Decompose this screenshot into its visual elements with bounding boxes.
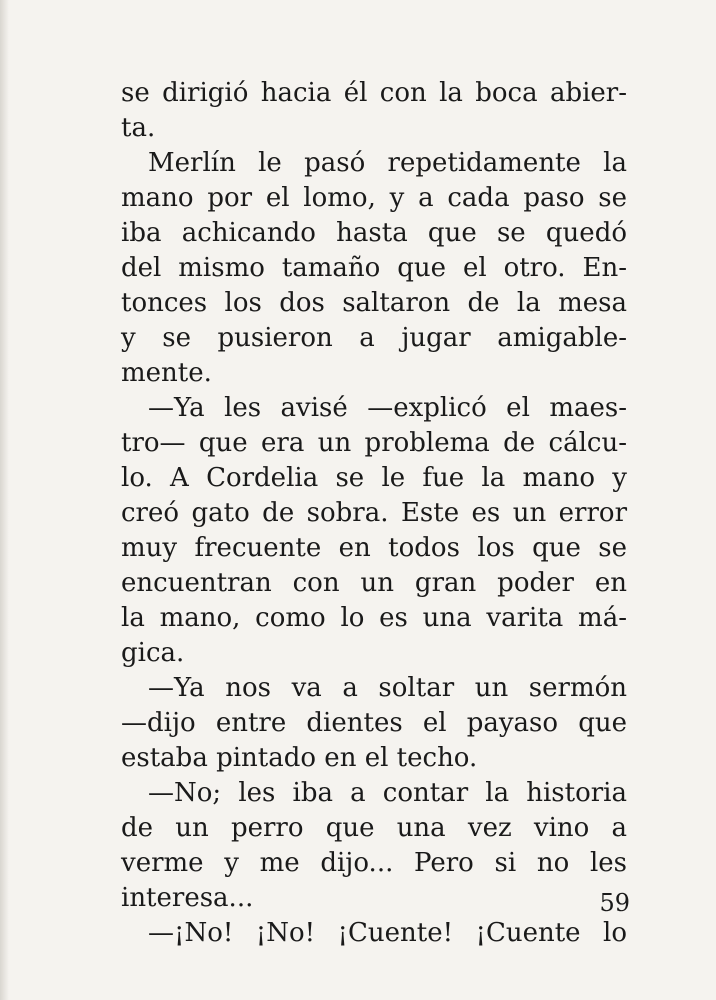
text-line: interesa...: [121, 883, 254, 913]
text-line: iba achicando hasta que se quedó: [121, 218, 627, 248]
text-line: encuentran con un gran poder en: [121, 568, 627, 598]
text-line: —Ya les avisé —explicó el maes-: [148, 393, 627, 423]
text-line: estaba pintado en el techo.: [121, 743, 478, 773]
text-line: Merlín le pasó repetidamente la: [148, 148, 627, 178]
text-line: y se pusieron a jugar amigable-: [121, 323, 627, 353]
text-line: la mano, como lo es una varita má-: [121, 603, 627, 633]
text-line: —Ya nos va a soltar un sermón: [148, 673, 627, 703]
text-line: —¡No! ¡No! ¡Cuente! ¡Cuente lo: [148, 918, 627, 948]
text-line: verme y me dijo... Pero si no les: [121, 848, 627, 878]
page-number: 59: [599, 889, 630, 917]
text-line: muy frecuente en todos los que se: [121, 533, 627, 563]
text-line: se dirigió hacia él con la boca abier-: [121, 78, 627, 108]
text-line: del mismo tamaño que el otro. En-: [121, 253, 627, 283]
text-line: —dijo entre dientes el payaso que: [121, 708, 627, 738]
text-line: gica.: [121, 638, 185, 668]
text-line: tro— que era un problema de cálcu-: [121, 428, 627, 458]
text-line: mano por el lomo, y a cada paso se: [121, 183, 627, 213]
text-line: de un perro que una vez vino a: [121, 813, 627, 843]
text-line: lo. A Cordelia se le fue la mano y: [121, 463, 627, 493]
body-text: [121, 76, 627, 951]
page-binding-shadow: [0, 0, 9, 1000]
text-line: ta.: [121, 113, 156, 143]
text-line: mente.: [121, 358, 212, 388]
text-line: creó gato de sobra. Este es un error: [121, 498, 627, 528]
text-line: tonces los dos saltaron de la mesa: [121, 288, 627, 318]
text-line: —No; les iba a contar la historia: [148, 778, 627, 808]
